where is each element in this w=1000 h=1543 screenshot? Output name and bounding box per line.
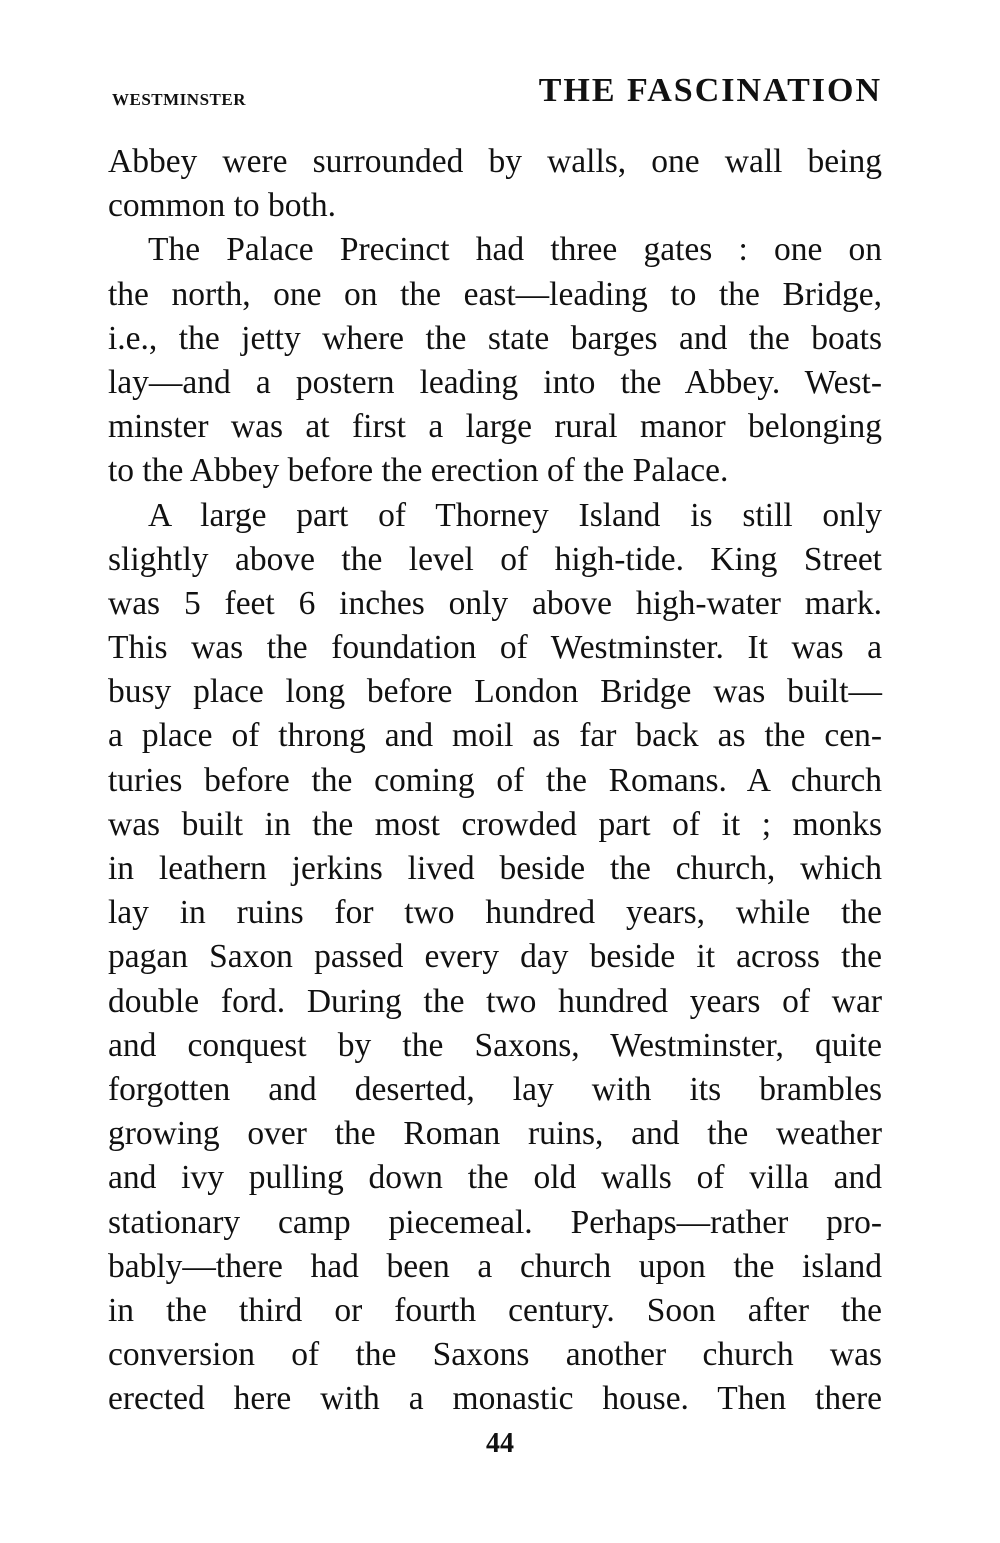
text-line: to the Abbey before the erection of the Palace. xyxy=(108,452,729,490)
text-line: and ivy pulling down the old walls of villa and xyxy=(108,1159,882,1197)
text-line: The Palace Precinct had three gates : one on xyxy=(148,231,882,269)
text-line: bably—there had been a church upon the island xyxy=(108,1247,882,1285)
text-line: busy place long before London Bridge was built— xyxy=(108,673,882,711)
text-line: stationary camp piecemeal. Perhaps—rather pro- xyxy=(108,1203,882,1241)
text-line: in leathern jerkins lived beside the church, which xyxy=(108,850,882,887)
text-line: Abbey were surrounded by walls, one wall being xyxy=(108,143,882,180)
text-line: lay—and a postern leading into the Abbey. West- xyxy=(108,363,882,401)
running-head xyxy=(112,72,882,122)
text-line: common to both. xyxy=(108,187,336,225)
text-line: double ford. During the two hundred years of war xyxy=(108,982,882,1020)
text-line: minster was at first a large rural manor belonging xyxy=(108,408,882,446)
text-line: This was the foundation of Westminster. It was a xyxy=(108,629,882,667)
page-title: THE FASCINATION xyxy=(538,72,882,109)
body-text xyxy=(108,140,882,1421)
side-heading: WESTMINSTER xyxy=(112,90,246,109)
text-line: growing over the Roman ruins, and the weather xyxy=(108,1115,882,1153)
text-line: was 5 feet 6 inches only above high-water mark. xyxy=(108,584,882,622)
text-line: erected here with a monastic house. Then there xyxy=(108,1380,882,1418)
page-number: 44 xyxy=(486,1428,514,1459)
text-line: pagan Saxon passed every day beside it across the xyxy=(108,938,882,976)
text-line: i.e., the jetty where the state barges and the boats xyxy=(108,319,882,357)
text-line: the north, one on the east—leading to the Bridge, xyxy=(108,275,882,313)
text-line: turies before the coming of the Romans. A church xyxy=(108,761,882,799)
text-line: in the third or fourth century. Soon after the xyxy=(108,1291,882,1329)
text-line: lay in ruins for two hundred years, while the xyxy=(108,894,882,932)
text-line: slightly above the level of high-tide. King Street xyxy=(108,540,882,578)
text-line: conversion of the Saxons another church was xyxy=(108,1336,882,1374)
text-line: forgotten and deserted, lay with its brambles xyxy=(108,1070,882,1108)
text-line: was built in the most crowded part of it ; monks xyxy=(108,805,882,843)
text-line: a place of throng and moil as far back as the cen- xyxy=(108,717,882,755)
text-line: and conquest by the Saxons, Westminster, quite xyxy=(108,1026,882,1064)
text-line: A large part of Thorney Island is still only xyxy=(148,496,882,534)
